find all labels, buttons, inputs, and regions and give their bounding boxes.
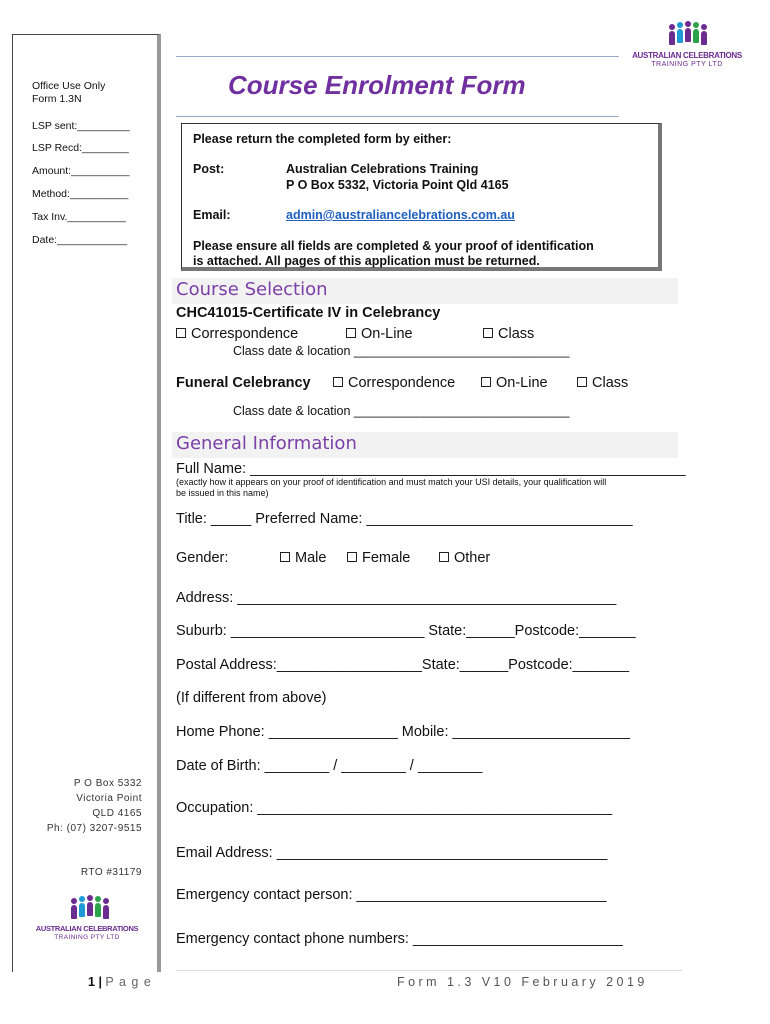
post-address-line1: Australian Celebrations Training	[286, 162, 479, 176]
funeral-class-date-field[interactable]: Class date & location _______________________________	[233, 404, 570, 418]
class-date-field[interactable]: Class date & location _______________________________	[233, 344, 570, 358]
gender-label: Gender:	[176, 550, 229, 566]
logo-figure-icon	[71, 898, 77, 919]
option-online[interactable]: On-Line	[346, 326, 413, 342]
funeral-label: Funeral Celebrancy	[176, 375, 311, 391]
logo-figure-icon	[95, 896, 101, 917]
section-heading: Course Selection	[176, 279, 328, 300]
office-field-tax-inv[interactable]: Tax Inv.__________	[32, 211, 126, 223]
checkbox-icon[interactable]	[439, 552, 449, 562]
footer-rule	[176, 970, 682, 971]
form-code: Form 1.3N	[32, 93, 82, 105]
full-name-note-line2: be issued in this name)	[176, 488, 269, 498]
office-field-lsp-recd[interactable]: LSP Recd:________	[32, 142, 129, 154]
contact-phone: Ph: (07) 3207-9515	[46, 823, 142, 834]
suburb-state-postcode-field[interactable]: Suburb: ________________________ State:______Postcode:_______	[176, 623, 636, 639]
funeral-option-class[interactable]: Class	[577, 375, 628, 391]
full-name-note-line1: (exactly how it appears on your proof of identification and must match your USI details, your qualification will	[176, 477, 607, 487]
date-of-birth-field[interactable]: Date of Birth: ________ / ________ / ________	[176, 758, 483, 774]
email-address-field[interactable]: Email Address: _________________________________________	[176, 845, 608, 861]
logo-figure-icon	[693, 22, 699, 43]
post-label: Post:	[193, 162, 225, 176]
checkbox-icon[interactable]	[333, 377, 343, 387]
office-field-date[interactable]: Date:____________	[32, 234, 128, 246]
option-correspondence[interactable]: Correspondence	[176, 326, 298, 342]
office-field-method[interactable]: Method:__________	[32, 188, 129, 200]
office-field-amount[interactable]: Amount:__________	[32, 165, 130, 177]
logo-figure-icon	[685, 21, 691, 42]
course-name: CHC41015-Certificate IV in Celebrancy	[176, 305, 441, 321]
logo-figure-icon	[677, 22, 683, 43]
checkbox-icon[interactable]	[347, 552, 357, 562]
checkbox-icon[interactable]	[280, 552, 290, 562]
return-note-line2: is attached. All pages of this application must be returned.	[193, 254, 540, 268]
logo-figure-icon	[79, 896, 85, 917]
section-course-selection	[172, 278, 678, 304]
postal-address-note: (If different from above)	[176, 690, 327, 706]
email-label: Email:	[193, 208, 231, 222]
checkbox-icon[interactable]	[346, 328, 356, 338]
title-rule-bottom	[176, 116, 619, 117]
gender-option-other[interactable]: Other	[439, 550, 490, 566]
sidebar-logo	[33, 894, 141, 946]
checkbox-icon[interactable]	[481, 377, 491, 387]
checkbox-icon[interactable]	[483, 328, 493, 338]
gender-option-male[interactable]: Male	[280, 550, 326, 566]
contact-state: QLD 4165	[92, 808, 142, 819]
postal-address-field[interactable]: Postal Address:__________________State:______Postcode:_______	[176, 657, 630, 673]
return-intro: Please return the completed form by either:	[193, 132, 452, 146]
title-preferred-name-field[interactable]: Title: _____ Preferred Name: _________________________________	[176, 511, 633, 527]
email-link[interactable]: admin@australiancelebrations.com.au	[286, 208, 515, 222]
logo-figure-icon	[669, 24, 675, 45]
logo-subname: TRAINING PTY LTD	[651, 61, 723, 68]
return-instructions-box	[181, 123, 662, 271]
section-general-information	[172, 432, 678, 458]
page-number: 1 | P a g e	[88, 975, 152, 989]
contact-suburb: Victoria Point	[76, 793, 142, 804]
rto-number: RTO #31179	[80, 867, 142, 878]
funeral-option-correspondence[interactable]: Correspondence	[333, 375, 455, 391]
occupation-field[interactable]: Occupation: ____________________________________________	[176, 800, 613, 816]
section-heading: General Information	[176, 433, 357, 454]
office-field-lsp-sent[interactable]: LSP sent:_________	[32, 120, 130, 132]
option-class[interactable]: Class	[483, 326, 534, 342]
return-note-line1: Please ensure all fields are completed & your proof of identification	[193, 239, 594, 253]
logo-name: AUSTRALIAN CELEBRATIONS	[632, 51, 742, 60]
gender-option-female[interactable]: Female	[347, 550, 410, 566]
company-logo	[632, 18, 742, 74]
address-field[interactable]: Address: _______________________________________________	[176, 590, 617, 606]
logo-figure-icon	[87, 895, 93, 916]
post-address-line2: P O Box 5332, Victoria Point Qld 4165	[286, 178, 509, 192]
logo-subname: TRAINING PTY LTD	[54, 934, 120, 941]
form-version: F o r m 1 . 3 V 1 0 F e b r u a r y 2 0 1 9	[397, 975, 645, 989]
emergency-contact-person-field[interactable]: Emergency contact person: _______________________________	[176, 887, 607, 903]
checkbox-icon[interactable]	[176, 328, 186, 338]
logo-figure-icon	[103, 898, 109, 919]
checkbox-icon[interactable]	[577, 377, 587, 387]
contact-po-box: P O Box 5332	[73, 778, 142, 789]
page-title: Course Enrolment Form	[228, 70, 526, 100]
funeral-option-online[interactable]: On-Line	[481, 375, 548, 391]
phone-mobile-field[interactable]: Home Phone: ________________ Mobile: ______________________	[176, 724, 630, 740]
emergency-contact-phone-field[interactable]: Emergency contact phone numbers: __________________________	[176, 931, 623, 947]
title-rule-top	[176, 56, 619, 57]
logo-figure-icon	[701, 24, 707, 45]
office-use-heading: Office Use Only	[32, 80, 106, 92]
logo-name: AUSTRALIAN CELEBRATIONS	[35, 924, 139, 933]
full-name-field[interactable]: Full Name: ______________________________________________________	[176, 461, 686, 477]
